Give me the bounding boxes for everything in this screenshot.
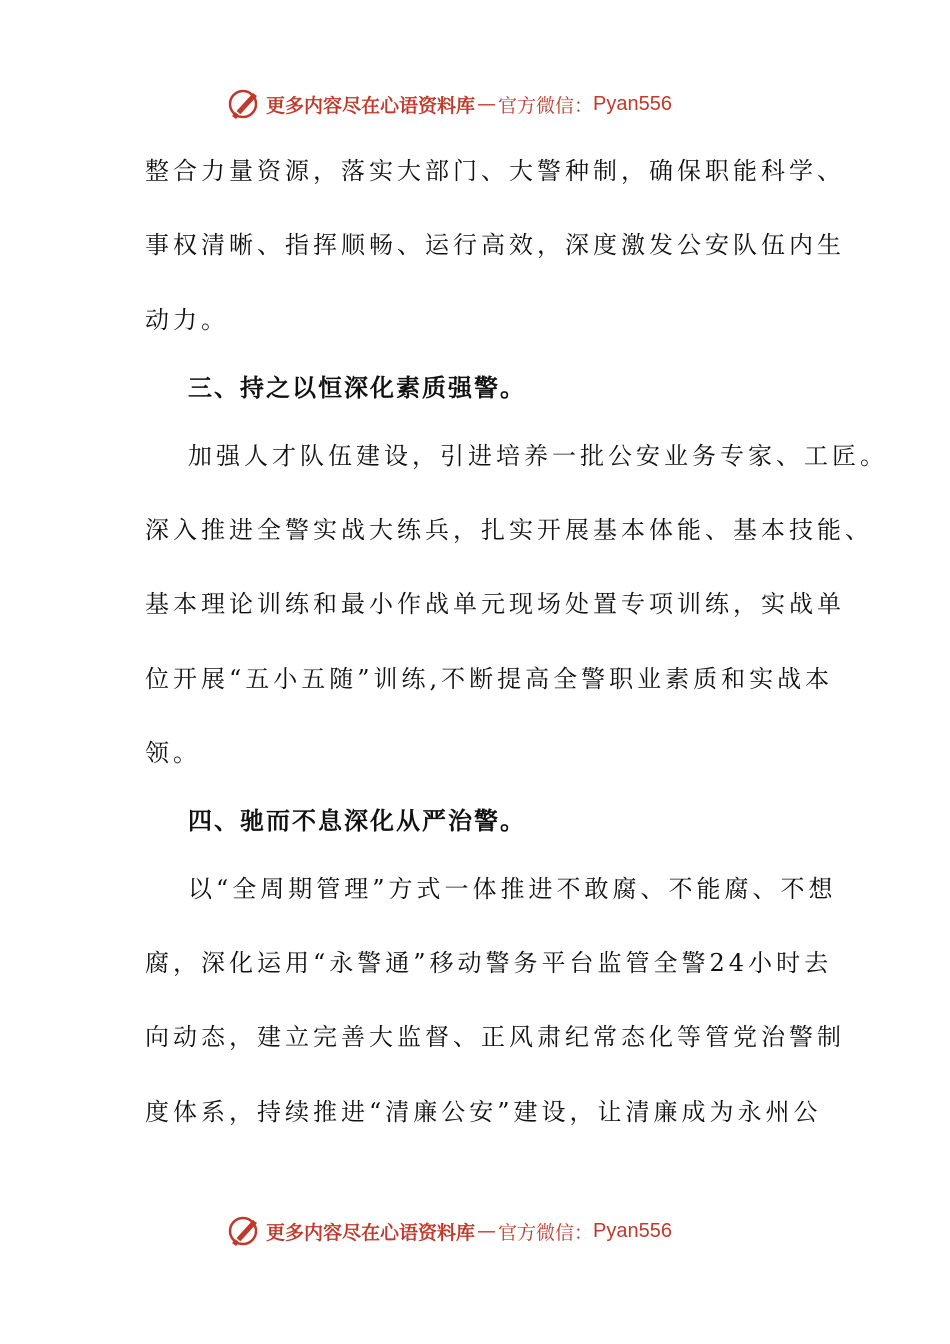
banner-separator: —: [477, 93, 497, 115]
pen-logo-icon: [226, 1213, 262, 1249]
paragraph-line: 度体系，持续推进“清廉公安”建设，让清廉成为永州公: [145, 1098, 822, 1126]
banner-separator: —: [477, 1220, 497, 1242]
banner-wechat-label: 官方微信：: [498, 1221, 594, 1244]
section-heading-4: 四、驰而不息深化从严治警。: [188, 806, 526, 835]
header-banner: [226, 84, 672, 124]
banner-slogan: 更多内容尽在心语资料库: [266, 94, 476, 117]
paragraph-line: 加强人才队伍建设，引进培养一批公安业务专家、工匠。: [188, 442, 888, 470]
paragraph-line: 领。: [145, 739, 201, 767]
banner-slogan: 更多内容尽在心语资料库: [266, 1221, 476, 1244]
paragraph-line: 事权清晰、指挥顺畅、运行高效，深度激发公安队伍内生: [145, 231, 845, 259]
paragraph-line: 动力。: [145, 306, 229, 334]
footer-banner: [226, 1211, 672, 1251]
pen-logo-icon: [226, 86, 262, 122]
paragraph-line: 位开展“五小五随”训练,不断提高全警职业素质和实战本: [145, 665, 834, 693]
paragraph-line: 以“全周期管理”方式一体推进不敢腐、不能腐、不想: [188, 875, 837, 903]
section-heading-3: 三、持之以恒深化素质强警。: [188, 373, 526, 402]
banner-wechat-label: 官方微信：: [498, 94, 594, 117]
paragraph-line: 基本理论训练和最小作战单元现场处置专项训练，实战单: [145, 590, 845, 618]
banner-wechat-id: Pyan556: [593, 92, 672, 115]
paragraph-line: 深入推进全警实战大练兵，扎实开展基本体能、基本技能、: [145, 516, 873, 544]
banner-wechat-id: Pyan556: [593, 1219, 672, 1242]
paragraph-line: 整合力量资源，落实大部门、大警种制，确保职能科学、: [145, 157, 845, 185]
paragraph-line: 腐，深化运用“永警通”移动警务平台监管全警24小时去: [145, 949, 833, 977]
paragraph-line: 向动态，建立完善大监督、正风肃纪常态化等管党治警制: [145, 1023, 845, 1051]
